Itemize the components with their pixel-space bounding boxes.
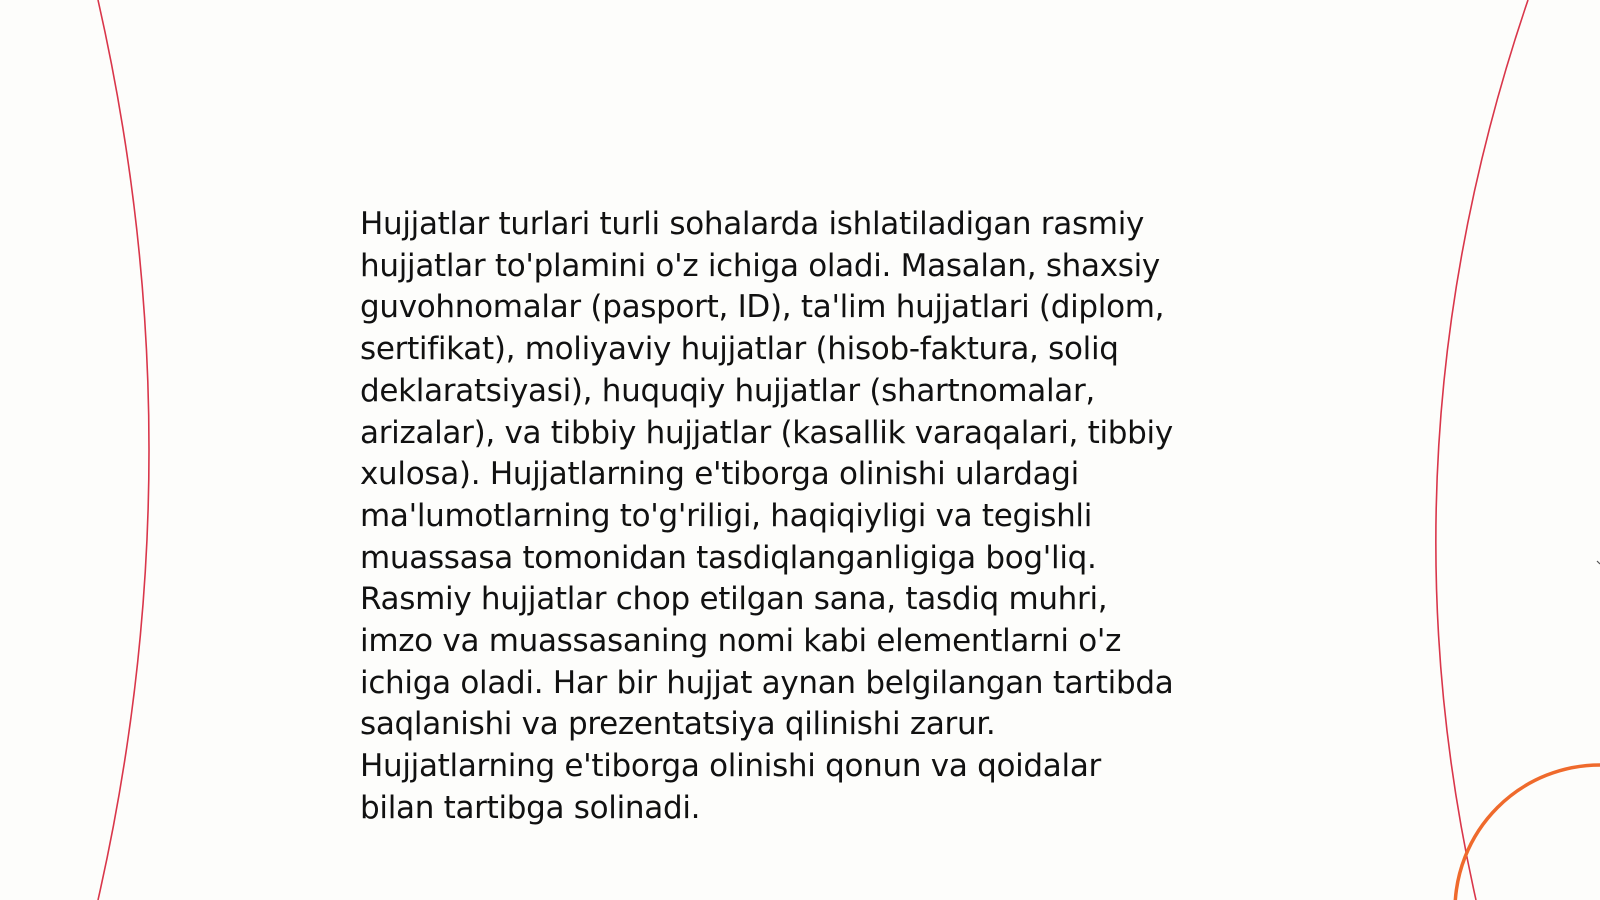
body-paragraph: Hujjatlar turlari turli sohalarda ishlatiladigan rasmiy hujjatlar to'plamini o'z ichiga oladi. Masalan, shaxsiy guvohnomalar (pasport, ID), ta'lim hujjatlari (diplom, sertifikat), moliyaviy hujjatlar (hisob-faktura, soliq deklaratsiyasi), huquqiy hujjatlar (shartnomalar, arizalar), va tibbiy hujjatlar (kasallik varaqalari, tibbiy xulosa). Hujjatlarning e'tiborga olinishi ulardagi ma'lumotlarning to'g'riligi, haqiqiyligi va tegishli muassasa tomonidan tasdiqlanganligiga bog'liq. Rasmiy hujjatlar chop etilgan sana, tasdiq muhri, imzo va muassasaning nomi kabi elementlarni o'z ichiga oladi. Har bir hujjat aynan belgilangan tartibda saqlanishi va prezentatsiya qilinishi zarur. Hujjatlarning e'tiborga olinishi qonun va qoidalar bilan tartibga solinadi. <box>360 206 1174 826</box>
left-curve-decoration <box>98 0 149 900</box>
right-curve-decoration <box>1436 0 1528 900</box>
orange-circle-decoration <box>1455 765 1600 900</box>
